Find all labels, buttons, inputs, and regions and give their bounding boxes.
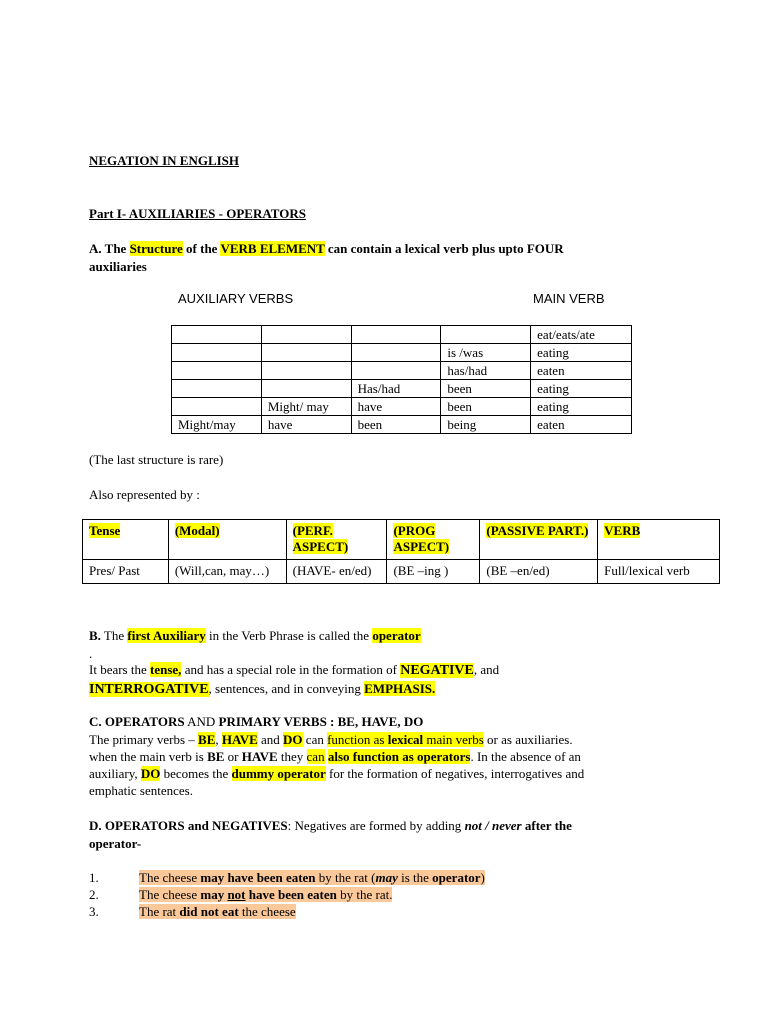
table-row [172,380,632,398]
table-cell: eating [531,398,632,416]
table-cell: been [351,416,441,434]
table-cell [172,326,262,344]
table-cell: being [441,416,531,434]
section-d: D. OPERATORS and NEGATIVES: Negatives are formed by adding not / never after the operator- [89,818,572,851]
table-cell: have [261,416,351,434]
header-cell: VERB [598,520,720,560]
table-cell: have [351,398,441,416]
table-cell [261,380,351,398]
table-cell [351,362,441,380]
note-rare: (The last structure is rare) [89,452,224,467]
table-cell: eaten [531,362,632,380]
table-cell: been [441,380,531,398]
table-cell [172,380,262,398]
section-c: C. OPERATORS AND PRIMARY VERBS : BE, HAVE, DO [89,714,424,729]
table-cell: Might/may [172,416,262,434]
table-row [172,326,632,344]
example-item: 2. The cheese may not have been eaten by the rat. [89,887,393,902]
example-item: 3. The rat did not eat the cheese [89,904,296,919]
section-c-body: The primary verbs – BE, HAVE and DO can function as lexical main verbs or as auxiliaries. when the main verb is BE or HAVE they can also function as operators. In the absence of an auxiliary, DO becomes the dummy operator for the formation of negatives, interrogatives and emphatic sentences. [89,732,585,798]
section-a-text: A. The Structure of the VERB ELEMENT can contain a lexical verb plus upto FOUR auxiliaries [89,241,564,274]
table-cell: has/had [441,362,531,380]
verb-structure-table [171,325,632,434]
table-cell: Might/ may [261,398,351,416]
table-cell: (HAVE- en/ed) [286,560,387,584]
table-cell: (BE –ing ) [387,560,480,584]
table-row [172,398,632,416]
example-list [89,869,485,920]
table-cell: eating [531,344,632,362]
table-cell: eaten [531,416,632,434]
section-b: B. The first Auxiliary in the Verb Phrase is called the operator . [89,628,421,661]
section-b-body: It bears the tense, and has a special role in the formation of NEGATIVE, and INTERROGATIVE, sentences, and in conveying EMPHASIS. [89,662,500,697]
table-row [172,344,632,362]
table-cell [261,326,351,344]
table-cell: Pres/ Past [83,560,169,584]
example-item: 1. The cheese may have been eaten by the rat (may is the operator) [89,870,485,885]
table-cell [172,344,262,362]
header-cell: Tense [83,520,169,560]
header-cell: (PERF. ASPECT) [286,520,387,560]
table-cell [172,362,262,380]
main-verb-heading: MAIN VERB [533,291,605,306]
table-cell: eat/eats/ate [531,326,632,344]
table-cell: Has/had [351,380,441,398]
table-cell: (Will,can, may…) [168,560,286,584]
header-cell: (PROG ASPECT) [387,520,480,560]
table-cell: (BE –en/ed) [480,560,598,584]
part-heading: Part I- AUXILIARIES - OPERATORS [89,206,306,221]
header-cell: (PASSIVE PART.) [480,520,598,560]
table-cell [351,344,441,362]
table-cell [351,326,441,344]
auxiliary-verbs-heading: AUXILIARY VERBS [178,291,294,306]
document-title: NEGATION IN ENGLISH [89,153,240,168]
also-represented: Also represented by : [89,487,200,502]
table-cell: eating [531,380,632,398]
table-cell [172,398,262,416]
table-cell: been [441,398,531,416]
table-cell [261,344,351,362]
verb-phrase-table [82,519,720,584]
table-cell: Full/lexical verb [598,560,720,584]
table-cell [261,362,351,380]
table-cell: is /was [441,344,531,362]
header-cell: (Modal) [168,520,286,560]
table-row [172,416,632,434]
table-row [172,362,632,380]
table-cell [441,326,531,344]
